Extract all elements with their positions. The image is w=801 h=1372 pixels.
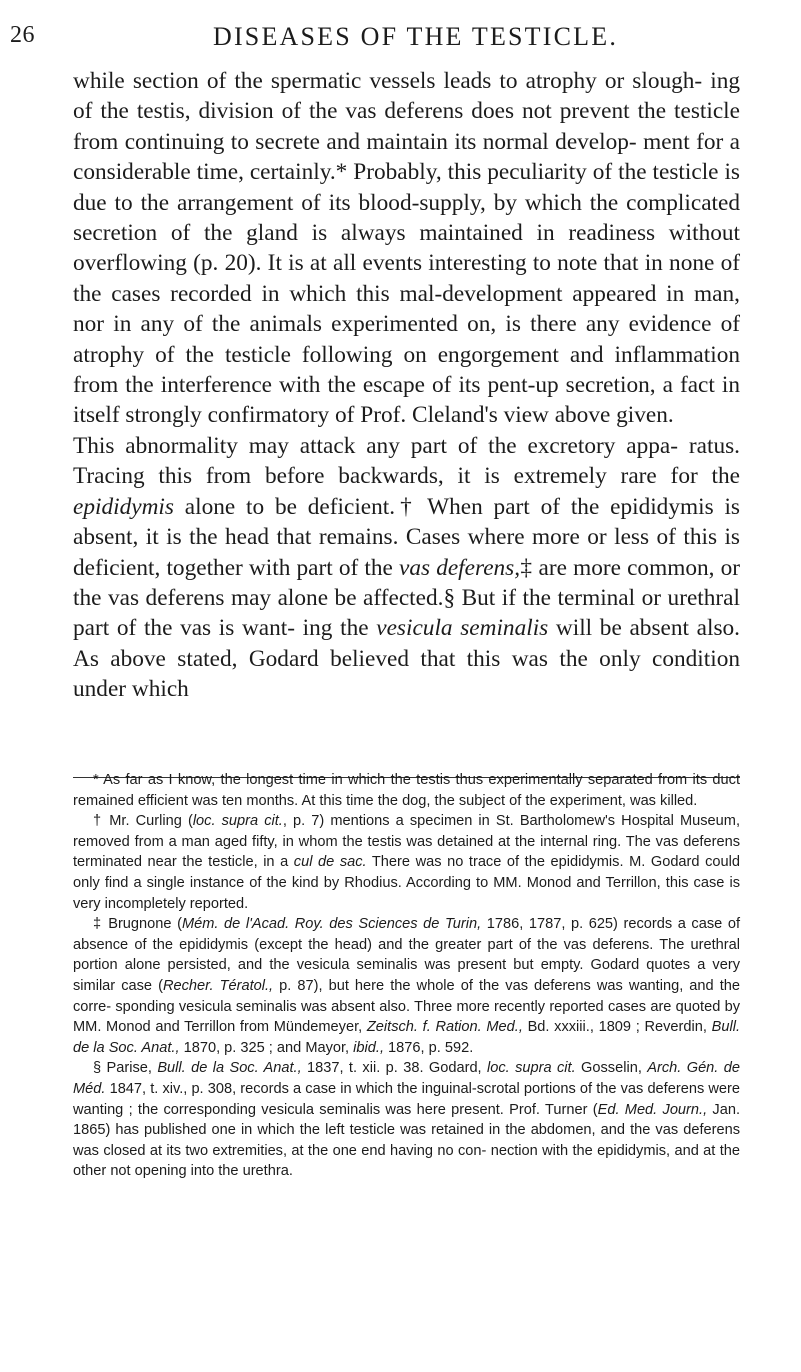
italic-term: vesicula seminalis [376,615,549,642]
footnote-2: † Mr. Curling (loc. supra cit., p. 7) mentions a specimen in St. Bartholomew's Hospital Museum, removed from a man aged fifty, in whom the testis was detained at the internal ring. The vas deferens terminated near the testicle, in a cul de sac. There was no trace of the epididymis. M. Godard could only find a single instance of the kind by Rhodius. According to MM. Monod and Terrillon, this case is very incompletely reported. [73,813,741,912]
footnote-1: * As far as I know, the longest time in which the testis thus experimentally separated from its duct remained efficient was ten months. At this time the dog, the subject of the experiment, was killed. [73,772,740,809]
running-title: DISEASES OF THE TESTICLE. [212,22,619,51]
italic-term: vas deferens, [399,554,521,581]
paragraph-2: This abnormality may attack any part of the excretory appa- ratus. Tracing this from before backwards, it is extremely rare for the epididymis alone to be deficient.† When part of the epididymis is absent, it is the head that remains. Cases where more or less of this is deficient, together with part of the vas deferens,‡ are more common, or the vas deferens may alone be affected.§ But if the terminal or urethral part of the vas is want- ing the vesicula seminalis will be absent also. As above stated, Godard believed that this was the only condition under which [73,432,740,703]
footnote-4: § Parise, Bull. de la Soc. Anat., 1837, t. xii. p. 38. Godard, loc. supra cit. Gosselin, Arch. Gén. de Méd. 1847, t. xiv., p. 308, records a case in which the inguinal-scrotal portions of the vas deferens were wanting ; the corresponding vesicula seminalis was here present. Prof. Turner (Ed. Med. Journ., Jan. 1865) has published one in which the left testicle was retained in the abdomen, and the vas deferens was closed at its two extremities, at the one end having no con- nection with the epididymis, and at the other not opening into the urethra. [73,1060,741,1180]
footnote-3: ‡ Brugnone (Mém. de l'Acad. Roy. des Sciences de Turin, 1786, 1787, p. 625) records a case of absence of the epididymis (except the head) and the greater part of the vas deferens. The urethral portion alone persisted, and the vesicula seminalis was present but empty. Godard quotes a very similar case (Recher. Tératol., p. 87), but here the whole of the vas deferens was wanting, and the corre- sponding vesicula seminalis was absent also. Three more recently reported cases are quoted by MM. Monod and Terrillon from Mündemeyer, Zeitsch. f. Ration. Med., Bd. xxxiii., 1809 ; Reverdin, Bull. de la Soc. Anat., 1870, p. 325 ; and Mayor, ibid., 1876, p. 592. [73,916,740,1056]
italic-term: epididymis [73,493,174,520]
page-header [0,22,801,58]
page-number: 26 [10,22,35,48]
main-text [73,66,740,705]
paragraph-1: while section of the spermatic vessels leads to atrophy or slough- ing of the testis, division of the vas deferens does not prevent the testicle from continuing to secrete and maintain its normal develop- ment for a considerable time, certainly.* Probably, this peculiarity of the testicle is due to the arrangement of its blood-supply, by which the complicated secretion of the gland is always maintained in readiness without overflowing (p. 20). It is at all events interesting to note that in none of the cases recorded in which this mal-development appeared in man, nor in any of the animals experimented on, is there any evidence of atrophy of the testicle following on engorgement and inflammation from the interference with the escape of its pent-up secretion, a fact in itself strongly confirmatory of Prof. Cleland's view above given. [73,68,740,429]
footnotes [73,770,740,1182]
